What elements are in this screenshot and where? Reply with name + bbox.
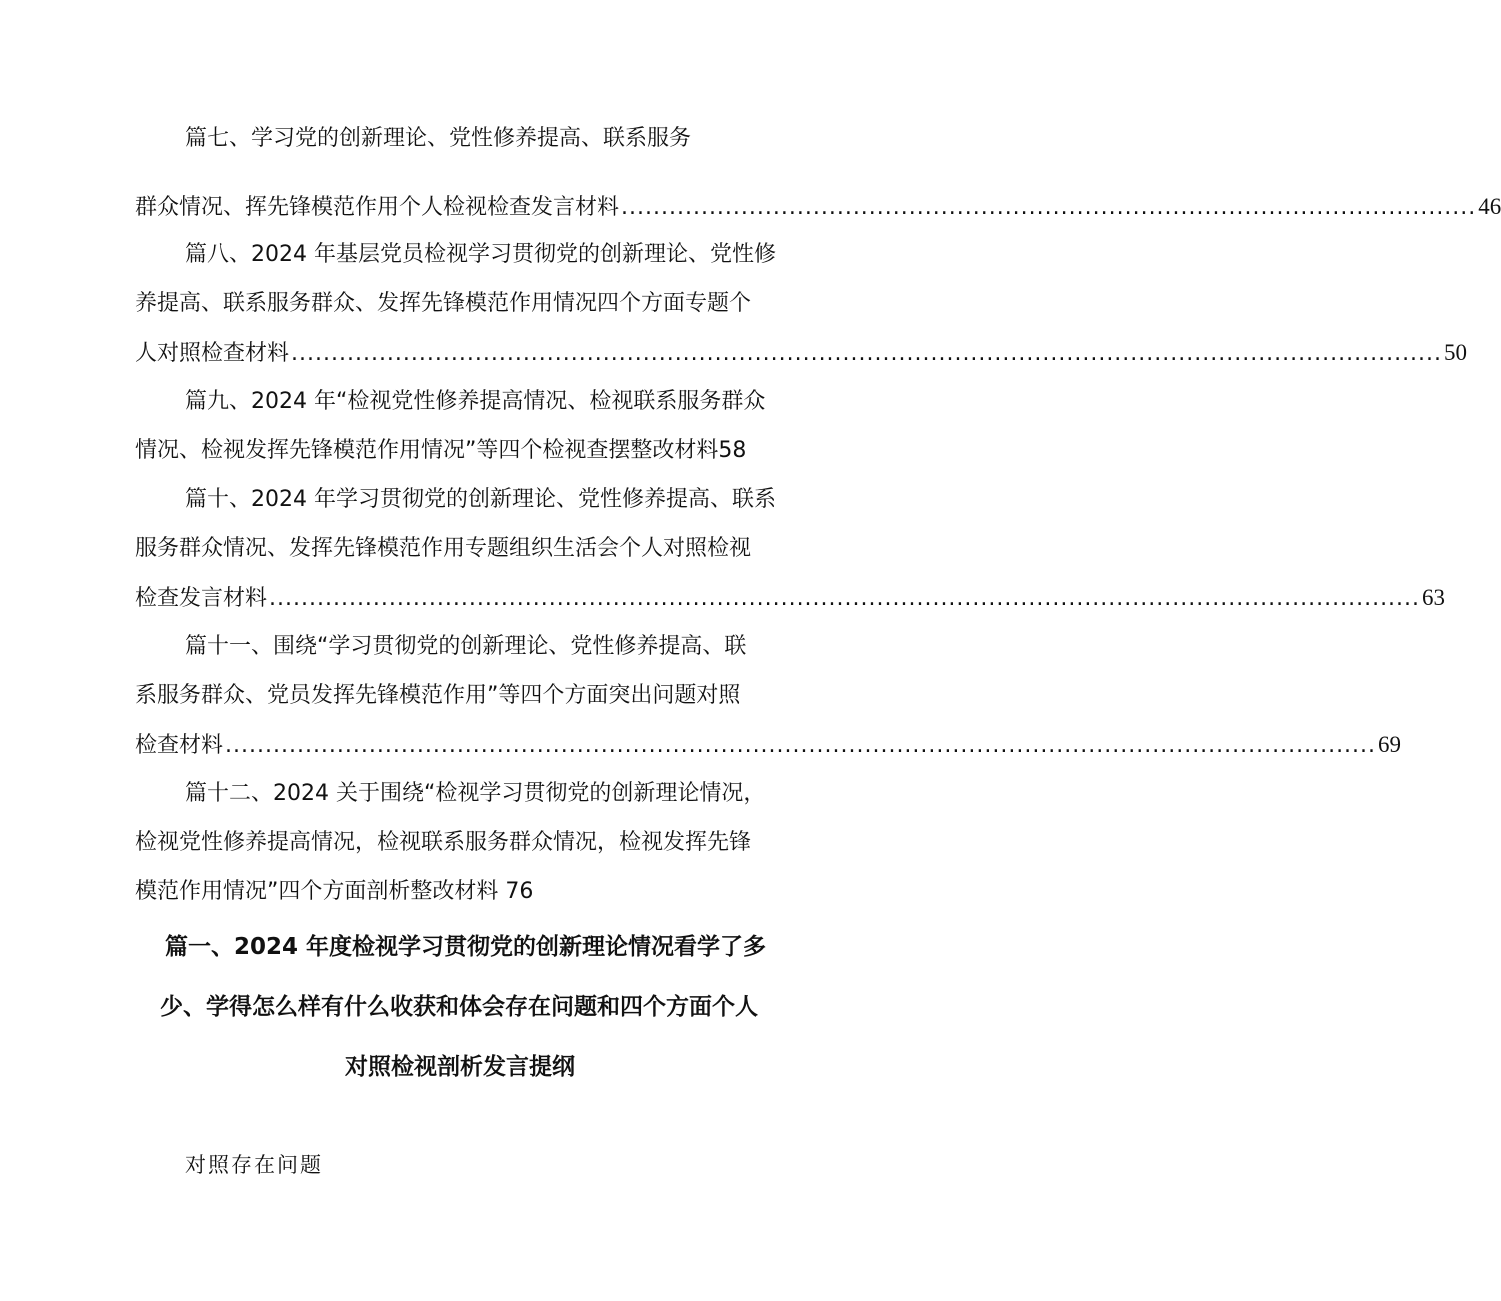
section-heading: 对照存在问题 <box>185 1153 323 1177</box>
toc-entry-9-line2[interactable]: 情况、检视发挥先锋模范作用情况”等四个检视查摆整改材料58 <box>135 438 747 463</box>
toc-entry-11-line3[interactable] <box>135 730 1402 760</box>
toc-entry-7-line1: 篇七、学习党的创新理论、党性修养提高、联系服务 <box>185 126 692 151</box>
toc-leader-dots: ........................................................................................................... <box>621 195 1477 220</box>
article-title-line1: 篇一、2024 年度检视学习贯彻党的创新理论情况看学了多 <box>165 934 767 960</box>
toc-entry-7-line2[interactable] <box>135 192 1501 222</box>
toc-leader-dots: ................................................................................................................................................ <box>269 586 1421 611</box>
toc-entry-9-line1: 篇九、2024 年“检视党性修养提高情况、检视联系服务群众 <box>185 389 766 414</box>
toc-entry-12-line1: 篇十二、2024 关于围绕“检视学习贯彻党的创新理论情况， <box>185 781 766 806</box>
toc-entry-8-line2: 养提高、联系服务群众、发挥先锋模范作用情况四个方面专题个 <box>135 291 752 316</box>
toc-entry-10-line3[interactable] <box>135 583 1446 613</box>
toc-entry-11-page: 69 <box>1378 732 1402 757</box>
toc-entry-8-text: 人对照检查材料 <box>135 341 290 366</box>
toc-entry-8-page: 50 <box>1444 340 1468 365</box>
toc-entry-7-page: 46 <box>1478 194 1501 219</box>
article-title-line3: 对照检视剖析发言提纲 <box>345 1054 575 1080</box>
toc-entry-12-line3[interactable]: 模范作用情况”四个方面剖析整改材料 76 <box>135 879 534 904</box>
article-title-line2: 少、学得怎么样有什么收获和体会存在问题和四个方面个人 <box>160 994 758 1020</box>
toc-entry-8-line3[interactable] <box>135 338 1468 368</box>
toc-entry-7-text: 群众情况、挥先锋模范作用个人检视检查发言材料 <box>135 195 620 220</box>
toc-entry-10-line2: 服务群众情况、发挥先锋模范作用专题组织生活会个人对照检视 <box>135 536 752 561</box>
toc-leader-dots: ................................................................................................................................................ <box>291 341 1443 366</box>
toc-entry-11-text: 检查材料 <box>135 733 224 758</box>
toc-entry-10-text: 检查发言材料 <box>135 586 268 611</box>
toc-entry-10-line1: 篇十、2024 年学习贯彻党的创新理论、党性修养提高、联系 <box>185 487 776 512</box>
toc-entry-8-line1: 篇八、2024 年基层党员检视学习贯彻党的创新理论、党性修 <box>185 242 776 267</box>
toc-leader-dots: ................................................................................................................................................ <box>225 733 1377 758</box>
toc-entry-10-page: 63 <box>1422 585 1446 610</box>
toc-entry-12-line2: 检视党性修养提高情况，检视联系服务群众情况，检视发挥先锋 <box>135 830 752 855</box>
toc-entry-11-line2: 系服务群众、党员发挥先锋模范作用”等四个方面突出问题对照 <box>135 683 741 708</box>
toc-entry-11-line1: 篇十一、围绕“学习贯彻党的创新理论、党性修养提高、联 <box>185 634 747 659</box>
